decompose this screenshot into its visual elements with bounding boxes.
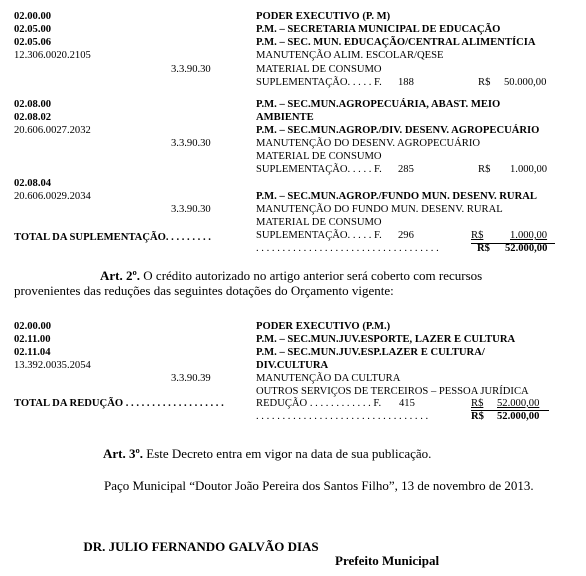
red-rs: R$ (471, 398, 484, 409)
sup-desc-6: SUPLEMENTAÇÃO. . . . . F. (256, 77, 382, 88)
red-total-rs: R$ (471, 411, 484, 422)
sup-desc-10: MATERIAL DE CONSUMO (256, 151, 382, 162)
sup-code-3: 02.05.06 (14, 37, 52, 48)
paco-municipal-line: Paço Municipal “Doutor João Pereira dos Santos Filho”, 13 de novembro de 2013. (104, 478, 534, 493)
signer-name-text: DR. JULIO FERNANDO GALVÃO DIAS (83, 539, 319, 554)
sup-nat-3: 3.3.90.30 (171, 204, 211, 215)
sup-code-6: 02.08.02 (14, 112, 52, 123)
sup-desc-5: MATERIAL DE CONSUMO (256, 64, 382, 75)
red-total-value: 52.000,00 (497, 411, 540, 422)
signer-name (0, 539, 586, 554)
signer-title: Prefeito Municipal (335, 553, 440, 568)
red-total-label: TOTAL DA REDUÇÃO . . . . . . . . . . . . . . . . . . . (14, 398, 224, 409)
art2-text-1: O crédito autorizado no artigo anterior será coberto com recursos (140, 268, 483, 283)
art3-text: Este Decreto entra em vigor na data de sua publicação. (143, 446, 432, 461)
red-code-3: 02.11.04 (14, 347, 51, 358)
red-desc-5: OUTROS SERVIÇOS DE TERCEIROS – PESSOA JURÍDICA (256, 386, 529, 397)
red-nat: 3.3.90.39 (171, 373, 211, 384)
sup-fonte-1: 188 (398, 77, 414, 88)
sup-code-7: 20.606.0027.2032 (14, 125, 91, 136)
sup-code-9: 20.606.0029.2034 (14, 191, 91, 202)
sup-desc-9: MANUTENÇÃO DO DESENV. AGROPECUÁRIO (256, 138, 481, 149)
sup-desc-7b: AMBIENTE (256, 112, 314, 123)
sup-code-2: 02.05.00 (14, 24, 52, 35)
sup-code-4: 12.306.0020.2105 (14, 50, 91, 61)
sup-code-5: 02.08.00 (14, 99, 52, 110)
sup-total-value: 52.000,00 (505, 243, 548, 254)
art3-paragraph (103, 446, 431, 461)
sup-total-rs: R$ (477, 243, 490, 254)
sup-fonte-2: 285 (398, 164, 414, 175)
sup-code-1: 02.00.00 (14, 11, 52, 22)
art2-paragraph (100, 268, 482, 283)
sup-desc-8: P.M. – SEC.MUN.AGROP./DIV. DESENV. AGROPECUÁRIO (256, 125, 540, 136)
sup-rs-3: R$ (471, 230, 484, 241)
sup-desc-14: MATERIAL DE CONSUMO (256, 217, 382, 228)
sup-nat-1: 3.3.90.30 (171, 64, 211, 75)
sup-desc-13: MANUTENÇÃO DO FUNDO MUN. DESENV. RURAL (256, 204, 503, 215)
sup-value-3: 1.000,00 (510, 230, 548, 241)
sup-value-2: 1.000,00 (510, 164, 548, 175)
sup-fonte-3: 296 (398, 230, 414, 241)
sup-desc-7: P.M. – SEC.MUN.AGROPECUÁRIA, ABAST. MEIO (256, 99, 501, 110)
sup-value-1: 50.000,00 (504, 77, 547, 88)
sup-desc-4: MANUTENÇÃO ALIM. ESCOLAR/QESE (256, 50, 444, 61)
art3-label: Art. 3º. (103, 446, 144, 461)
red-desc-3b: DIV.CULTURA (256, 360, 329, 371)
red-fonte: 415 (399, 398, 415, 409)
red-total-dots: . . . . . . . . . . . . . . . . . . . . . . . . . . . . . . . . . (256, 411, 429, 422)
sup-desc-11: SUPLEMENTAÇÃO. . . . . F. (256, 164, 382, 175)
art2-text-2: provenientes das reduções das seguintes dotações do Orçamento vigente: (14, 283, 394, 298)
red-code-2: 02.11.00 (14, 334, 51, 345)
sup-rs-2: R$ (478, 164, 491, 175)
sup-desc-15: SUPLEMENTAÇÃO. . . . . F. (256, 230, 382, 241)
sup-nat-2: 3.3.90.30 (171, 138, 211, 149)
sup-total-dots: . . . . . . . . . . . . . . . . . . . . . . . . . . . . . . . . . . . (256, 243, 439, 254)
sup-rs-1: R$ (478, 77, 491, 88)
sup-total-label: TOTAL DA SUPLEMENTAÇÃO. . . . . . . . . (14, 232, 211, 243)
red-desc-4: MANUTENÇÃO DA CULTURA (256, 373, 401, 384)
red-code-4: 13.392.0035.2054 (14, 360, 91, 371)
sup-desc-2: P.M. – SECRETARIA MUNICIPAL DE EDUCAÇÃO (256, 24, 501, 35)
art2-label: Art. 2º. (100, 268, 141, 283)
sup-desc-12: P.M. – SEC.MUN.AGROP./FUNDO MUN. DESENV. RURAL (256, 191, 537, 202)
sup-desc-1: PODER EXECUTIVO (P. M) (256, 11, 391, 22)
red-desc-1: PODER EXECUTIVO (P.M.) (256, 321, 391, 332)
red-desc-3: P.M. – SEC.MUN.JUV.ESP.LAZER E CULTURA/ (256, 347, 485, 358)
red-desc-6: REDUÇÃO . . . . . . . . . . . . F. (256, 398, 382, 409)
red-desc-2: P.M. – SEC.MUN.JUV.ESPORTE, LAZER E CULTURA (256, 334, 516, 345)
sup-code-8: 02.08.04 (14, 178, 52, 189)
red-value: 52.000,00 (497, 398, 540, 409)
sup-desc-3: P.M. – SEC. MUN. EDUCAÇÃO/CENTRAL ALIMENTÍCIA (256, 37, 536, 48)
red-code-1: 02.00.00 (14, 321, 52, 332)
